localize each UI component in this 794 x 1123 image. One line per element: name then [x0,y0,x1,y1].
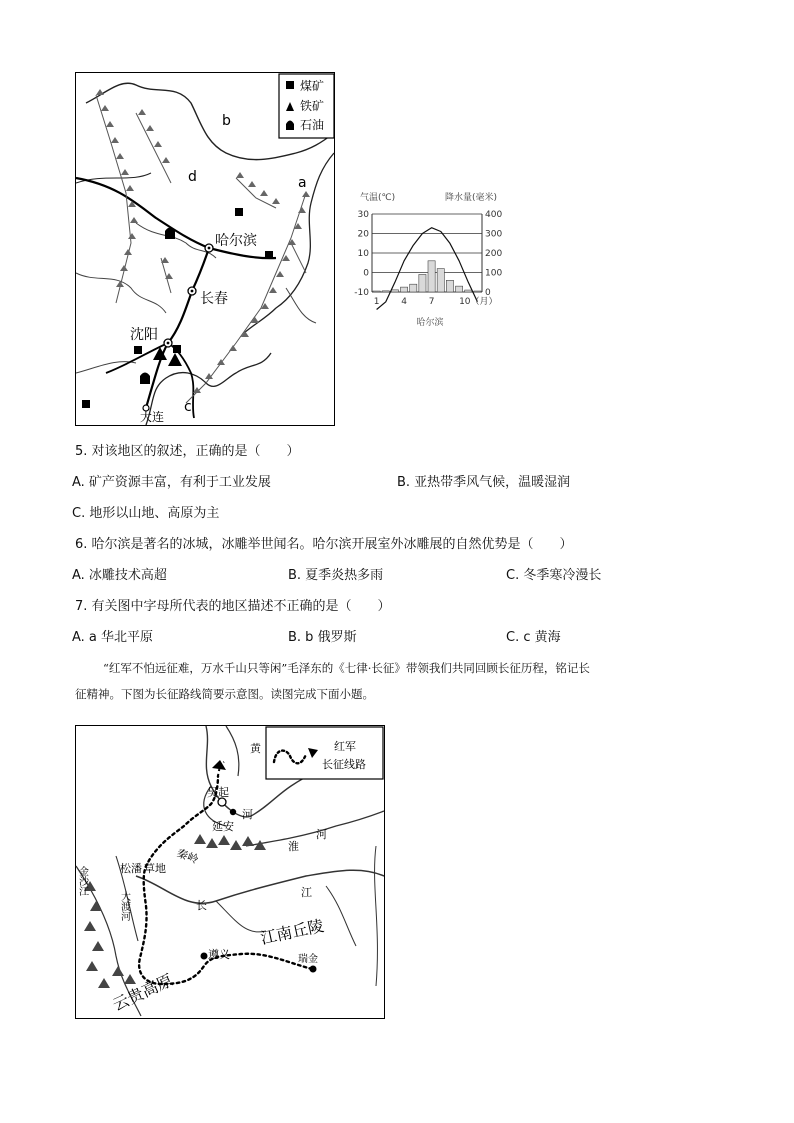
yangtze-river [136,870,384,903]
month-tick-label: 1 [373,297,380,307]
northeast-map [75,72,335,426]
place-zunyi: 遵义 [208,948,230,961]
letter-b: b [222,113,231,129]
question-5-stem: 5. 对该地区的叙述，正确的是（ ） [75,444,300,459]
place-yungui: 云贵高原 [109,970,176,1015]
q7-option-b[interactable]: B. b 俄罗斯 [288,630,357,645]
temp-tick-label: 0 [363,268,369,279]
precip-tick-label: 300 [485,229,503,240]
climate-grid [372,214,482,292]
legend-oil: 石油 [300,118,325,132]
precip-bar [382,291,389,292]
precip-bars [373,261,481,292]
place-jiangnan: 江南丘陵 [258,916,326,948]
river-dadu: 大渡河 [118,891,130,921]
month-tick-label: 7 [428,297,435,307]
q6-option-b[interactable]: B. 夏季炎热多雨 [288,568,384,583]
oil-symbol [165,228,175,240]
q6-option-a[interactable]: A. 冰雕技术高超 [72,568,167,583]
precip-bar [465,290,472,292]
place-caodi: 草地 [144,862,166,875]
city-harbin: 哈尔滨 [215,233,257,249]
chart-city: 哈尔滨 [416,318,444,328]
river-he2: 河 [316,828,327,841]
letter-c: c [184,399,192,415]
mountain-ranges [96,95,306,403]
question-7-stem: 7. 有关图中字母所代表的地区描述不正确的是（ ） [75,599,391,614]
letter-d: d [188,169,197,185]
passage-line-1: “红军不怕远征难，万水千山只等闲”毛泽东的《七律·长征》带领我们共同回顾长征历程，铭记长 [103,661,590,675]
question-6-stem: 6. 哈尔滨是著名的冰城，冰雕举世闻名。哈尔滨开展室外冰雕展的自然优势是（ ） [75,537,573,552]
temp-tick-label: 30 [357,210,369,220]
coal-symbol [235,208,243,216]
precip-bar [456,286,463,292]
river-huang: 黄 [250,742,261,755]
wuqi-dot [218,798,226,806]
oil-symbol [140,373,150,385]
yanan-dot [230,809,236,815]
precip-axis-label: 降水量(毫米) [445,193,498,203]
ruijin-dot [310,966,317,973]
month-tick-label: 10（月） [459,297,498,307]
city-dalian: 大连 [140,410,165,424]
precip-tick-label: 200 [485,249,503,259]
letter-a: a [298,175,307,191]
temp-axis-label: 气温(℃) [360,193,396,203]
precip-tick-label: 0 [485,288,491,298]
legend-coal: 煤矿 [300,79,325,93]
climate-chart-svg [350,190,503,330]
legend-route-line2: 长征线路 [322,758,366,771]
precip-bar [410,284,417,292]
coal-symbol [173,345,181,353]
passage-line-2: 征精神。下图为长征路线简要示意图。读图完成下面小题。 [75,687,374,701]
precip-bar [437,269,444,292]
zunyi-dot [201,953,208,960]
river-chang: 长 [196,899,207,912]
q5-option-a[interactable]: A. 矿产资源丰富，有利于工业发展 [72,475,271,490]
legend-route-line1: 红军 [334,740,356,753]
passage [75,655,725,707]
long-march-map [75,725,385,1019]
q7-option-a[interactable]: A. a 华北平原 [72,630,154,645]
route-arrow [212,760,226,770]
huai-river [246,811,384,846]
q5-option-b[interactable]: B. 亚热带季风气候，温暖湿润 [397,475,571,490]
month-tick-label: 4 [401,297,407,307]
q6-option-c[interactable]: C. 冬季寒冷漫长 [506,568,602,583]
precip-bar [401,287,408,292]
river-jiang: 江 [301,886,312,899]
mountain-qinling: 秦岭 [174,846,201,867]
city-shenyang: 沈阳 [130,327,158,343]
q7-option-c[interactable]: C. c 黄海 [506,630,561,645]
legend-iron: 铁矿 [300,99,325,113]
temp-tick-label: 20 [357,229,369,240]
northeast-map-svg [76,73,334,425]
long-march-map-svg [76,726,384,1018]
precip-bar [391,290,398,292]
precip-tick-label: 400 [485,210,503,220]
coal-symbol [134,346,142,354]
coastline [146,353,271,425]
river-he: 河 [242,808,253,821]
temp-tick-label: 10 [357,249,369,259]
river-huai: 淮 [288,840,299,853]
mountain-ticks [96,89,310,393]
q5-option-c[interactable]: C. 地形以山地、高原为主 [72,506,220,521]
precip-tick-label: 100 [485,268,503,279]
place-ruijin: 瑞金 [298,954,318,965]
precip-bar [428,261,435,292]
temp-tick-label: -10 [354,288,369,298]
map2-legend-box [266,727,383,779]
place-yanan: 延安 [212,820,234,833]
precip-bar [474,291,481,292]
coal-symbol [286,81,294,89]
precip-bar [419,274,426,292]
city-changchun: 长春 [200,291,228,307]
place-wuqi: 吴起 [207,786,229,799]
river-jinsha: 金沙江 [76,866,88,896]
precip-bar [373,291,380,292]
precip-bar [446,280,453,292]
climate-chart [350,190,503,330]
place-songpan: 松潘 [120,862,142,875]
coal-symbol [265,251,273,259]
coal-symbol [82,400,90,408]
